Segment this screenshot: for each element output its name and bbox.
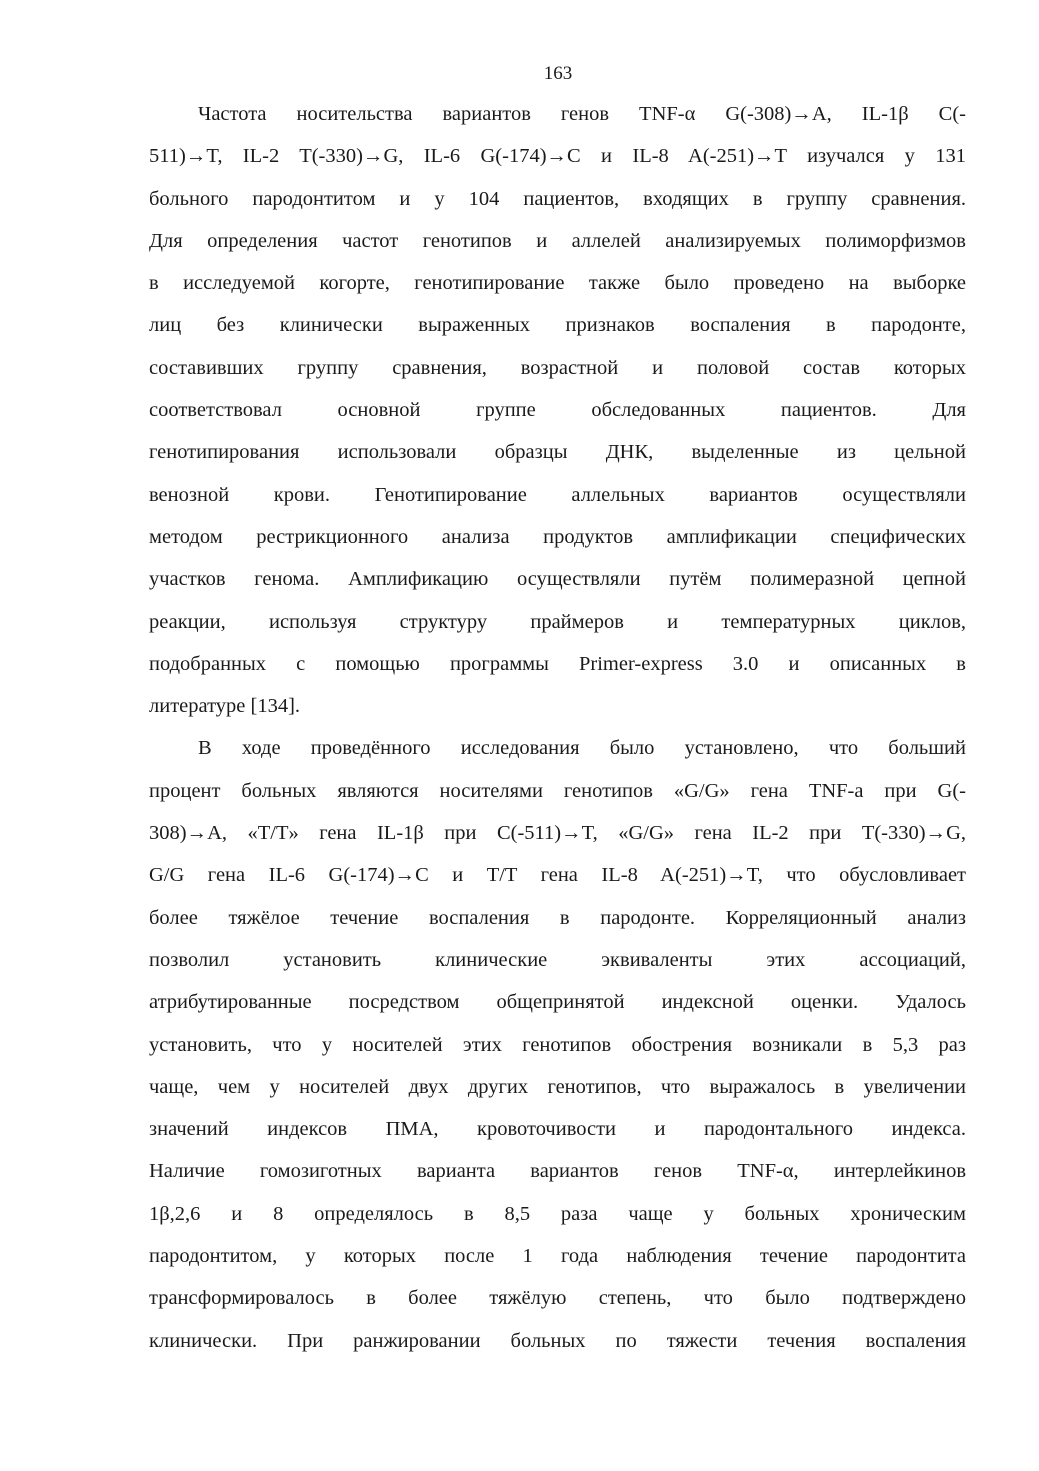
text-line: чаще, чем у носителей двух других генотипов, что выражалось в увеличении <box>149 1075 966 1098</box>
text-line: реакции, используя структуру праймеров и температурных циклов, <box>149 610 966 633</box>
text-line: позволил установить клинические эквиваленты этих ассоциаций, <box>149 948 966 971</box>
text-line: 308)→A, «T/T» гена IL-1β при C(-511)→T, «G/G» гена IL-2 при T(-330)→G, <box>149 822 966 845</box>
text-line: соответствовал основной группе обследованных пациентов. Для <box>149 399 966 422</box>
text-line: значений индексов ПМА, кровоточивости и пародонтального индекса. <box>149 1118 966 1141</box>
text-line: подобранных с помощью программы Primer-express 3.0 и описанных в <box>149 652 966 675</box>
text-line: литературе [134]. <box>149 695 301 718</box>
text-line: составивших группу сравнения, возрастной и половой состав которых <box>149 356 966 379</box>
text-line: клинически. При ранжировании больных по тяжести течения воспаления <box>149 1329 966 1352</box>
text-line: процент больных являются носителями генотипов «G/G» гена TNF-a при G(- <box>149 779 966 802</box>
text-line: венозной крови. Генотипирование аллельных вариантов осуществляли <box>149 483 966 506</box>
page-number: 163 <box>543 63 573 84</box>
text-line: атрибутированные посредством общепринятой индексной оценки. Удалось <box>149 991 966 1014</box>
text-line: лиц без клинически выраженных признаков воспаления в пародонте, <box>149 314 966 337</box>
text-line: 1β,2,6 и 8 определялось в 8,5 раза чаще у больных хроническим <box>149 1202 966 1225</box>
body-text <box>149 93 966 1362</box>
text-line: более тяжёлое течение воспаления в пародонте. Корреляционный анализ <box>149 906 966 929</box>
text-line: 511)→T, IL-2 T(-330)→G, IL-6 G(-174)→C и IL-8 A(-251)→T изучался у 131 <box>149 145 966 168</box>
text-line: в исследуемой когорте, генотипирование также было проведено на выборке <box>149 272 966 295</box>
text-line: методом рестрикционного анализа продуктов амплификации специфических <box>149 525 966 548</box>
text-line: генотипирования использовали образцы ДНК, выделенные из цельной <box>149 441 966 464</box>
text-line: G/G гена IL-6 G(-174)→C и T/T гена IL-8 A(-251)→T, что обусловливает <box>149 864 966 887</box>
text-line: больного пародонтитом и у 104 пациентов, входящих в группу сравнения. <box>149 187 966 210</box>
text-line: пародонтитом, у которых после 1 года наблюдения течение пародонтита <box>149 1245 966 1268</box>
paragraph-1 <box>149 93 966 727</box>
text-line: Для определения частот генотипов и аллелей анализируемых полиморфизмов <box>149 229 966 252</box>
paragraph-2 <box>149 727 966 1361</box>
text-line: участков генома. Амплификацию осуществляли путём полимеразной цепной <box>149 568 966 591</box>
text-line: Наличие гомозиготных варианта вариантов генов TNF-α, интерлейкинов <box>149 1160 966 1183</box>
text-line: В ходе проведённого исследования было установлено, что больший <box>198 737 966 760</box>
text-line: Частота носительства вариантов генов TNF-α G(-308)→A, IL-1β C(- <box>198 103 966 125</box>
text-line: установить, что у носителей этих генотипов обострения возникали в 5,3 раз <box>149 1033 966 1056</box>
text-line: трансформировалось в более тяжёлую степень, что было подтверждено <box>149 1287 966 1310</box>
